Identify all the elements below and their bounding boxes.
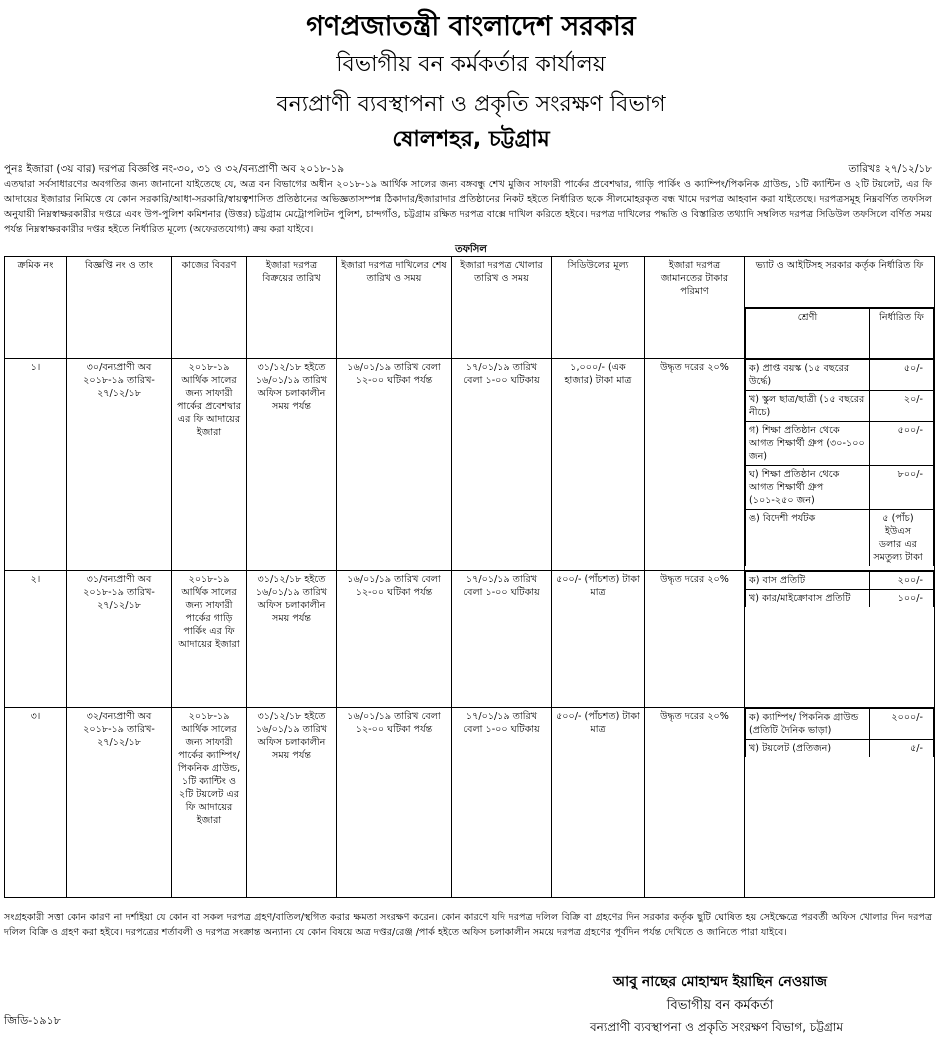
- row-serial: ৩।: [5, 708, 67, 898]
- header-work: কাজের বিবরণ: [172, 257, 247, 359]
- signature-block: [560, 970, 880, 1039]
- signatory-office: বন্যপ্রাণী ব্যবস্থাপনা ও প্রকৃতি সংরক্ষণ বিভাগ, চট্টগ্রাম: [590, 1020, 844, 1034]
- row-notice: ৩২/বন্যপ্রাণী অব ২০১৮-১৯ তারিখ- ২৭/১২/১৮: [67, 708, 172, 898]
- office-title: বিভাগীয় বন কর্মকর্তার কার্যালয়: [336, 52, 606, 77]
- row-open-date: ১৭/০১/১৯ তারিখ বেলা ১-০০ ঘটিকায়: [452, 359, 552, 571]
- table-caption: তফসিল: [455, 244, 487, 255]
- fee-value: ৫/-: [870, 740, 934, 758]
- header-open-date: ইজারা দরপত্র খোলার তারিখ ও সময়: [452, 257, 552, 359]
- fee-value: ২০/-: [870, 391, 934, 422]
- division-title: বন্যপ্রাণী ব্যবস্থাপনা ও প্রকৃতি সংরক্ষণ বিভাগ: [276, 92, 666, 117]
- header-submit-date: ইজারা দরপত্র দাখিলের শেষ তারিখ ও সময়: [337, 257, 452, 359]
- fee-category: ক) বাস প্রতিটি: [746, 572, 870, 590]
- signatory-designation: বিভাগীয় বন কর্মকর্তা: [666, 998, 774, 1013]
- row-open-date: ১৭/০১/১৯ তারিখ বেলা ১-০০ ঘটিকায়: [452, 708, 552, 898]
- footer-paragraph: সংগ্রহকারী সত্তা কোন কারণ না দর্শাইয়া যে কোন বা সকল দরপত্র গ্রহণ/বাতিল/স্থগিত করার ক্ষমতা সংরক্ষণ করেন। কোন কারণে যদি দরপত্র দলিল বিক্রি বা গ্রহণের দিন সরকার কর্তৃক ছুটি ঘোষিত হয় সেইক্ষেত্রে পরবর্তী অফিস খোলার দিন দরপত্র দলিল বিক্রি ও গ্রহণ করা হইবে। দরপত্রের শর্তাবলী ও দরপত্র সংক্রান্ত অন্যান্য যে কোন বিষয়ে অত্র দপ্তর/রেঞ্জ /পার্ক হইতে অফিস চলাকালীন সময়ে দরপত্র গ্রহণের পূর্বদিন পর্যন্ত দেখিতে ও জানিতে পারা যাইবে।: [4, 912, 932, 938]
- header-serial: ক্রমিক নং: [5, 257, 67, 359]
- header-schedule-price: সিডিউলের মূল্য: [552, 257, 645, 359]
- row-submit-date: ১৬/০১/১৯ তারিখ বেলা ১২-০০ ঘটিকা পর্যন্ত: [337, 708, 452, 898]
- govt-title: গণপ্রজাতন্ত্রী বাংলাদেশ সরকার: [306, 11, 636, 42]
- row-serial: ২।: [5, 571, 67, 708]
- fee-category: খ) টয়লেট (প্রতিজন): [746, 740, 870, 758]
- fee-value: ২০০/-: [870, 572, 934, 590]
- fee-value: ৫০/-: [870, 360, 934, 391]
- header-security: ইজারা দরপত্র জামানতের টাকার পরিমাণ: [645, 257, 745, 359]
- row-sale-date: ৩১/১২/১৮ হইতে ১৬/০১/১৯ তারিখ অফিস চলাকালীন সময় পর্যন্ত: [247, 571, 337, 708]
- location-title: ষোলশহর, চট্টগ্রাম: [392, 127, 550, 152]
- row-submit-date: ১৬/০১/১৯ তারিখ বেলা ১২-০০ ঘটিকা পর্যন্ত: [337, 359, 452, 571]
- fee-row: [746, 740, 934, 758]
- row-security: উদ্ধৃত দরের ২০%: [645, 708, 745, 898]
- table-row: [5, 571, 935, 708]
- fee-row: [746, 360, 934, 391]
- row-schedule-price: ১,০০০/- (এক হাজার) টাকা মাত্র: [552, 359, 645, 571]
- table-row: [5, 359, 935, 571]
- row-open-date: ১৭/০১/১৯ তারিখ বেলা ১-০০ ঘটিকায়: [452, 571, 552, 708]
- fee-category: ঘ) শিক্ষা প্রতিষ্ঠান থেকে আগত শিক্ষার্থী গ্রুপ (১০১-২৫০ জন): [746, 466, 870, 510]
- row-submit-date: ১৬/০১/১৯ তারিখ বেলা ১২-০০ ঘটিকা পর্যন্ত: [337, 571, 452, 708]
- fee-row: [746, 590, 934, 608]
- fee-row: [746, 709, 934, 740]
- fee-row: [746, 572, 934, 590]
- schedule-table: [4, 256, 935, 898]
- row-serial: ১।: [5, 359, 67, 571]
- fee-category: খ) কার/মাইক্রোবাস প্রতিটি: [746, 590, 870, 608]
- fee-category: ঙ) বিদেশী পর্যটক: [746, 510, 870, 567]
- header-sale-date: ইজারা দরপত্র বিক্রয়ের তারিখ: [247, 257, 337, 359]
- fee-value: ৮০০/-: [870, 466, 934, 510]
- fee-category: খ) স্কুল ছাত্র/ছাত্রী (১৫ বছরের নীচে): [746, 391, 870, 422]
- signatory-name: আবু নাছের মোহাম্মদ ইয়াছিন নেওয়াজ: [612, 974, 828, 990]
- fee-row: [746, 422, 934, 466]
- fee-row: [746, 510, 934, 567]
- header-fixed-fee: নির্ধারিত ফি: [870, 309, 934, 359]
- header-row: [5, 257, 935, 308]
- row-sale-date: ৩১/১২/১৮ হইতে ১৬/০১/১৯ তারিখ অফিস চলাকালীন সময় পর্যন্ত: [247, 708, 337, 898]
- row-work: ২০১৮-১৯ আর্থিক সালের জন্য সাফারী পার্কের গাড়ি পার্কিং এর ফি আদায়ের ইজারা: [172, 571, 247, 708]
- fee-value: ৫ (পাঁচ) ইউএস ডলার এর সমতুল্য টাকা: [870, 510, 934, 567]
- fee-row: [746, 391, 934, 422]
- header-fee-group: ভ্যাট ও আইটিসহ সরকার কর্তৃক নির্ধারিত ফি: [745, 257, 935, 308]
- row-work: ২০১৮-১৯ আর্থিক সালের জন্য সাফারী পার্কের প্রবেশদ্বার এর ফি আদায়ের ইজারা: [172, 359, 247, 571]
- row-schedule-price: ৫০০/- (পাঁচশত) টাকা মাত্র: [552, 571, 645, 708]
- intro-paragraph: এতদ্বারা সর্বসাধারণের অবগতির জন্য জানানো যাইতেছে যে, অত্র বন বিভাগের অধীন ২০১৮-১৯ আর্থিক সালের জন্য বঙ্গবন্ধু শেখ মুজিব সাফারী পার্কের প্রবেশদ্বার, গাড়ি পার্কিং ও ক্যাম্পিং/পিকনিক গ্রাউন্ড, ১টি ক্যান্টিন ও ২টি টয়লেট, এর ফি আদায়ের ইজারার নিমিত্তে যে কোন সরকারি/আধা-সরকারি/স্বায়ত্বশাসিত প্রতিষ্ঠানের অভিজ্ঞতাসম্পন্ন ঠিকাদার/ইজারাদার প্রতিষ্ঠানের নিকট হইতে নির্ধারিত ছকে সীলমোহরকৃত বন্ধ খামে দরপত্র আহবান করা যাইতেছে। দরপত্রসমূহ নিম্নবর্ণিত তফসিল অনুযায়ী নিম্নস্বাক্ষরকারীর দপ্তরে এবং উপ-পুলিশ কমিশনার (উত্তর) চট্টগ্রাম মেট্রোপলিটন পুলিশ, চান্দগাঁও, চট্টগ্রাম রক্ষিত দরপত্র বাক্সে দাখিল করিতে হইবে। দরপত্র দাখিলের পদ্ধতি ও বিস্তারিত তথ্যাদি সম্বলিত দরপত্র সিডিউল তফসিলে বর্ণিত সময় পর্যন্ত নিম্নস্বাক্ষরকারীর দপ্তর হইতে নির্ধারিত মূল্যে (অফেরতযোগ্য) ক্রয় করা যাইবে।: [4, 179, 932, 235]
- row-notice: ৩১/বন্যপ্রাণী অব ২০১৮-১৯ তারিখ- ২৭/১২/১৮: [67, 571, 172, 708]
- fee-category: গ) শিক্ষা প্রতিষ্ঠান থেকে আগত শিক্ষার্থী গ্রুপ (৩০-১০০ জন): [746, 422, 870, 466]
- gd-number: জিডি-১৯১৮: [4, 1014, 61, 1027]
- fee-value: ২০০০/-: [870, 709, 934, 740]
- fee-value: ৫০০/-: [870, 422, 934, 466]
- row-security: উদ্ধৃত দরের ২০%: [645, 571, 745, 708]
- row-work: ২০১৮-১৯ আর্থিক সালের জন্য সাফারী পার্কের ক্যাম্পিং/ পিকনিক গ্রাউন্ড, ১টি ক্যান্টিং ও ২টি টয়লেট এর ফি আদায়ের ইজারা: [172, 708, 247, 898]
- table-row: [5, 708, 935, 898]
- header-notice: বিজ্ঞপ্তি নং ও তাং: [67, 257, 172, 359]
- fee-row: [746, 466, 934, 510]
- fee-category: ক) প্রাপ্ত বয়স্ক (১৫ বছরের উর্দ্ধে): [746, 360, 870, 391]
- reference-date: তারিখঃ ২৭/১২/১৮: [848, 163, 932, 175]
- row-schedule-price: ৫০০/- (পাঁচশত) টাকা মাত্র: [552, 708, 645, 898]
- row-notice: ৩০/বন্যপ্রাণী অব ২০১৮-১৯ তারিখ- ২৭/১২/১৮: [67, 359, 172, 571]
- reference-number: পুনঃ ইজারা (৩য় বার) দরপত্র বিজ্ঞপ্তি নং-৩০, ৩১ ও ৩২/বন্যপ্রাণী অব ২০১৮-১৯: [4, 163, 345, 175]
- fee-category: ক) ক্যাম্পিং/ পিকনিক গ্রাউন্ড (প্রতিটি দৈনিক ভাড়া): [746, 709, 870, 740]
- row-sale-date: ৩১/১২/১৮ হইতে ১৬/০১/১৯ তারিখ অফিস চলাকালীন সময় পর্যন্ত: [247, 359, 337, 571]
- header-category: শ্রেণী: [746, 309, 870, 359]
- row-security: উদ্ধৃত দরের ২০%: [645, 359, 745, 571]
- fee-value: ১০০/-: [870, 590, 934, 608]
